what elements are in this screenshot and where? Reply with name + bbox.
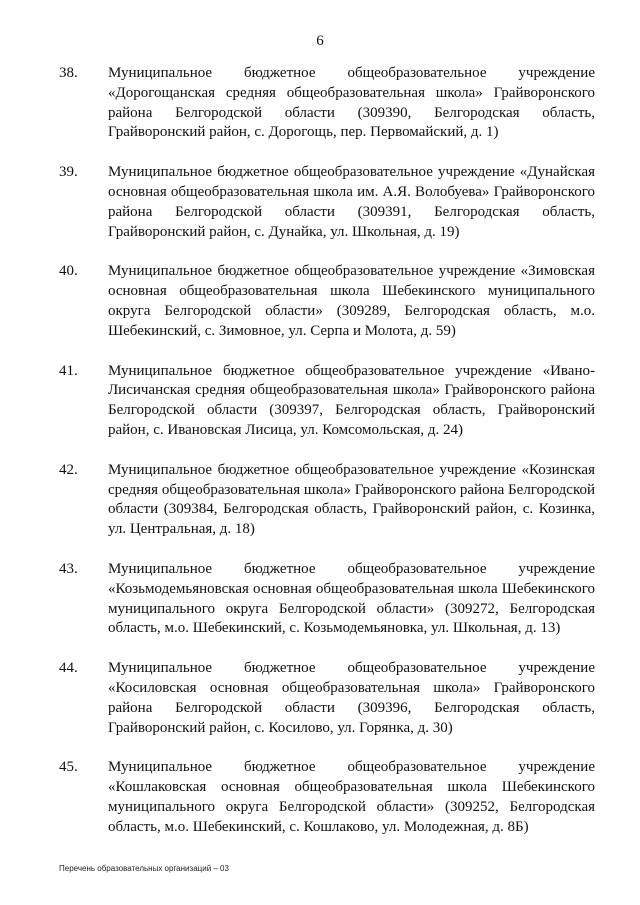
list-item [0,758,640,837]
entry-text: Муниципальное бюджетное общеобразовательное учреждение «Кошлаковская основная общеобразовательная школа Шебекинского муниципального округа Белгородской области» (309252, Белгородская область, м.о. Шебекинский, с. Кошлаково, ул. Молодежная, д. 8Б) [108,759,595,835]
list-item [0,560,640,639]
list-item [0,461,640,540]
entry-text: Муниципальное бюджетное общеобразовательное учреждение «Косиловская основная общеобразовательная школа» Грайворонского района Белгородской области (309396, Белгородская область, Грайворонский район, с. Косилово, ул. Горянка, д. 30) [108,660,595,736]
entry-text: Муниципальное бюджетное общеобразовательное учреждение «Ивано-Лисичанская средняя общеобразовательная школа» Грайворонского района Белгородской области (309397, Белгородская область, Грайворонский район, с. Ивановская Лисица, ул. Комсомольская, д. 24) [108,362,595,438]
entry-number: 45. [59,759,78,776]
entry-number: 40. [59,263,78,280]
entry-text: Муниципальное бюджетное общеобразовательное учреждение «Зимовская основная общеобразовательная школа Шебекинского муниципального округа Белгородской области» (309289, Белгородская область, м.о. Шебекинский, с. Зимовное, ул. Серпа и Молота, д. 59) [108,263,595,339]
entry-text: Муниципальное бюджетное общеобразовательное учреждение «Дунайская основная общеобразовательная школа им. А.Я. Волобуева» Грайворонского района Белгородской области (309391, Белгородская область, Грайворонский район, с. Дунайка, ул. Школьная, д. 19) [108,164,595,240]
entry-number: 38. [59,65,78,81]
entry-text: Муниципальное бюджетное общеобразовательное учреждение «Дорогощанская средняя общеобразовательная школа» Грайворонского района Белгородской области (309390, Белгородская область, Грайворонский район, с. Дорогощь, пер. Первомайский, д. 1) [108,65,595,141]
entry-number: 39. [59,164,78,181]
entry-text: Муниципальное бюджетное общеобразовательное учреждение «Козьмодемьяновская основная общеобразовательная школа Шебекинского муниципального округа Белгородской области» (309272, Белгородская область, м.о. Шебекинский, с. Козьмодемьяновка, ул. Школьная, д. 13) [108,560,595,637]
page-footer: Перечень образовательных организаций – 03 [59,864,229,873]
list-item [0,262,640,341]
list-item [0,64,640,143]
entry-number: 43. [59,560,78,577]
entry-number: 44. [59,660,78,677]
list-item [0,659,640,738]
page-number: 6 [316,33,324,49]
entry-number: 41. [59,362,78,379]
entry-number: 42. [59,461,78,478]
entry-text: Муниципальное бюджетное общеобразовательное учреждение «Козинская средняя общеобразовательная школа» Грайворонского района Белгородской области (309384, Белгородская область, Грайворонский район, с. Козинка, ул. Центральная, д. 18) [108,461,595,538]
list-item [0,163,640,242]
entries-list [0,64,640,858]
list-item [0,362,640,441]
